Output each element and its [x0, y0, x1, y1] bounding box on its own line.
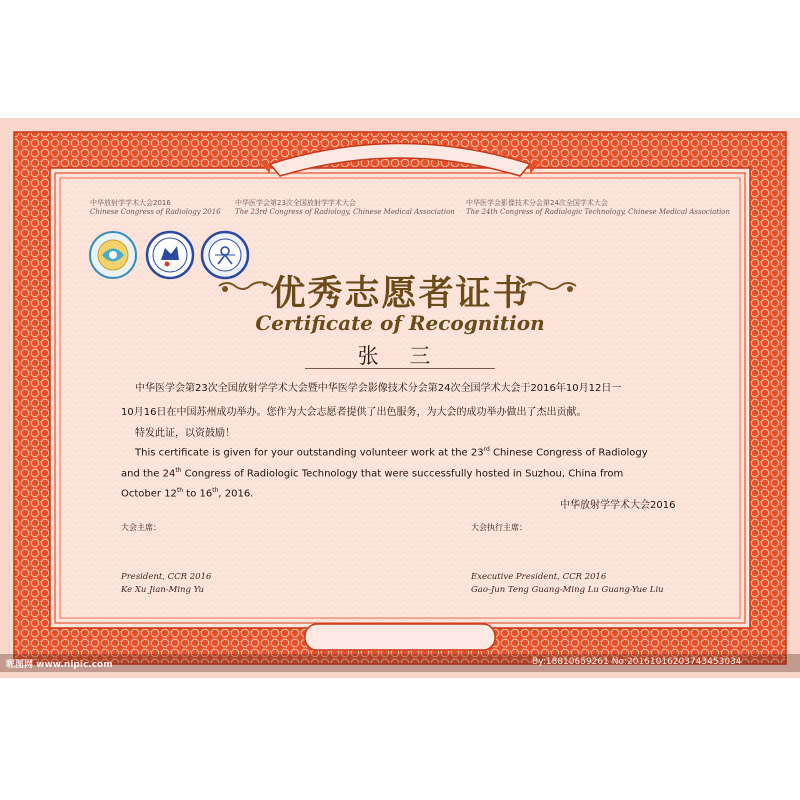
watermark-left: 昵图网 www.nipic.com — [6, 660, 113, 670]
recipient-name: 张 三 — [357, 344, 443, 368]
signature-left-label: 大会主席： — [121, 523, 161, 532]
header-mid-en: The 23rd Congress of Radiology, Chinese Medical Association — [235, 208, 455, 216]
certificate-title-cn: 优秀志愿者证书 — [270, 274, 530, 314]
name-underline — [305, 368, 495, 369]
body-cn-line-2: 10月16日在中国苏州成功举办。您作为大会志愿者提供了出色服务，为大会的成功举办做出了杰出贡献。 — [121, 407, 587, 418]
body-en-line-2: and the 24th Congress of Radiologic Technology that were successfully hosted in Suzhou, China from — [121, 467, 624, 480]
body-cn-line-3: 特发此证，以资鼓励！ — [135, 428, 235, 439]
signature-right-label: 大会执行主席： — [471, 523, 527, 532]
header-right-cn: 中华医学会影像技术分会第24次全国学术大会 — [466, 199, 608, 207]
certificate — [0, 118, 800, 678]
body-en-line-1: This certificate is given for your outstanding volunteer work at the 23rd Chinese Congress of Radiology — [135, 446, 648, 459]
watermark-right: By:18810659261 No:20161016203743453034 — [532, 657, 742, 667]
header-right-en: The 24th Congress of Radiologic Technology, Chinese Medical Association — [466, 208, 731, 216]
signature-right-role: Executive President, CCR 2016 — [471, 572, 607, 582]
signature-right-names: Gao-Jun Teng Guang-Ming Lu Guang-Yue Liu — [471, 585, 664, 595]
header-left-en: Chinese Congress of Radiology 2016 — [90, 208, 221, 216]
issuer: 中华放射学学术大会2016 — [560, 500, 676, 511]
signature-left-names: Ke Xu Jian-Ming Yu — [121, 585, 205, 595]
body-en-line-3: October 12th to 16th, 2016. — [121, 487, 254, 500]
header-mid-cn: 中华医学会第23次全国放射学学术大会 — [235, 199, 356, 207]
signature-left-role: President, CCR 2016 — [121, 572, 212, 582]
header-left-cn: 中华放射学学术大会2016 — [90, 199, 171, 207]
certificate-title-en: Certificate of Recognition — [255, 311, 545, 335]
body-cn-line-1: 中华医学会第23次全国放射学学术大会暨中华医学会影像技术分会第24次全国学术大会于2016年10月12日一 — [135, 383, 622, 394]
